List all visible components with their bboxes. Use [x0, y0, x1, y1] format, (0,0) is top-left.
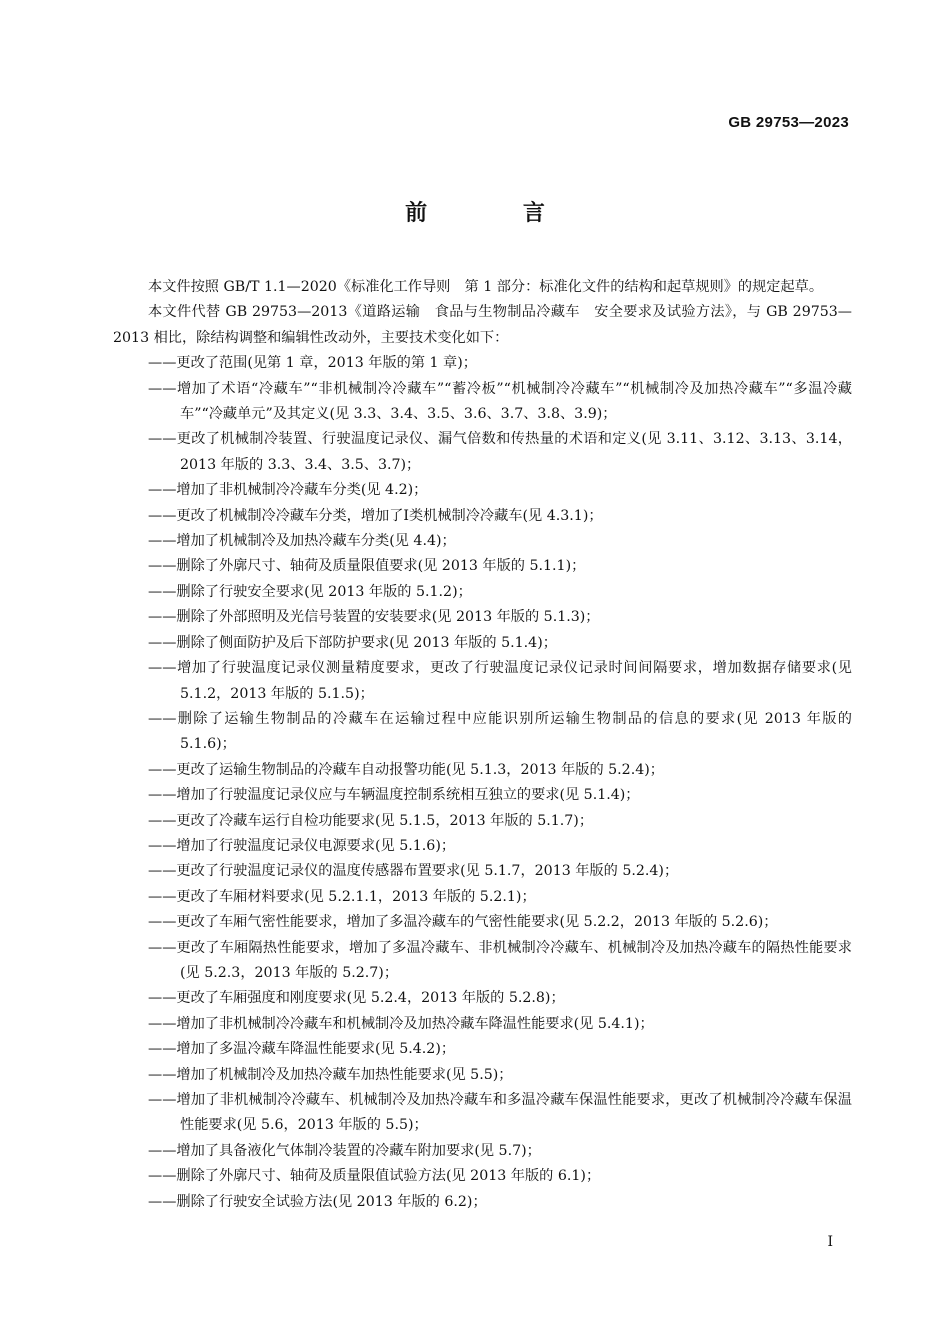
foreword-body	[113, 275, 852, 1215]
change-item: ——增加了行驶温度记录仪电源要求(见 5.1.6)；	[148, 837, 456, 854]
change-item: ——删除了行驶安全要求(见 2013 年版的 5.1.2)；	[148, 583, 472, 600]
change-item: ——删除了外廓尺寸、轴荷及质量限值要求(见 2013 年版的 5.1.1)；	[148, 558, 586, 575]
change-item: ——增加了具备液化气体制冷装置的冷藏车附加要求(见 5.7)；	[148, 1142, 541, 1159]
change-item: ——更改了范围(见第 1 章，2013 年版的第 1 章)；	[148, 355, 477, 372]
change-item: ——增加了非机械制冷冷藏车分类(见 4.2)；	[148, 482, 428, 499]
change-item: ——更改了车厢强度和刚度要求(见 5.2.4，2013 年版的 5.2.8)；	[148, 990, 565, 1007]
change-item: ——更改了冷藏车运行自检功能要求(见 5.1.5，2013 年版的 5.1.7)；	[148, 812, 594, 829]
change-item: ——更改了机械制冷冷藏车分类，增加了Ⅰ类机械制冷冷藏车(见 4.3.1)；	[148, 507, 603, 524]
change-item: ——删除了侧面防护及后下部防护要求(见 2013 年版的 5.1.4)；	[148, 634, 557, 651]
change-item: ——删除了外廓尺寸、轴荷及质量限值试验方法(见 2013 年版的 6.1)；	[148, 1168, 601, 1185]
standard-number: GB 29753—2023	[728, 114, 849, 131]
change-item: ——更改了行驶温度记录仪的温度传感器布置要求(见 5.1.7，2013 年版的 5.2.4)；	[148, 863, 679, 880]
change-item: ——删除了行驶安全试验方法(见 2013 年版的 6.2)；	[148, 1193, 487, 1210]
change-item: ——更改了车厢气密性能要求，增加了多温冷藏车的气密性能要求(见 5.2.2，2013 年版的 5.2.6)；	[148, 914, 778, 931]
change-item: ——增加了机械制冷及加热冷藏车加热性能要求(见 5.5)；	[148, 1066, 513, 1083]
page-number: I	[827, 1234, 833, 1250]
change-item: ——删除了运输生物制品的冷藏车在运输过程中应能识别所运输生物制品的信息的要求(见 2013 年版的 5.1.6)；	[148, 710, 852, 753]
change-item: ——增加了多温冷藏车降温性能要求(见 5.4.2)；	[148, 1041, 456, 1058]
change-item: ——增加了机械制冷及加热冷藏车分类(见 4.4)；	[148, 533, 456, 550]
change-item: ——删除了外部照明及光信号装置的安装要求(见 2013 年版的 5.1.3)；	[148, 609, 600, 626]
paragraph: 本文件按照 GB/T 1.1—2020《标准化工作导则 第 1 部分：标准化文件的结构和起草规则》的规定起草。	[148, 279, 824, 295]
change-item: ——更改了机械制冷装置、行驶温度记录仪、漏气倍数和传热量的术语和定义(见 3.11、3.12、3.13、3.14，2013 年版的 3.3、3.4、3.5、3.7)；	[148, 431, 852, 473]
change-item: ——更改了车厢隔热性能要求，增加了多温冷藏车、非机械制冷冷藏车、机械制冷及加热冷藏车的隔热性能要求(见 5.2.3，2013 年版的 5.2.7)；	[148, 939, 852, 981]
change-item: ——增加了非机械制冷冷藏车和机械制冷及加热冷藏车降温性能要求(见 5.4.1)；	[148, 1015, 654, 1032]
change-item: ——增加了行驶温度记录仪测量精度要求，更改了行驶温度记录仪记录时间间隔要求，增加数据存储要求(见 5.1.2，2013 年版的 5.1.5)；	[148, 660, 852, 702]
change-item: ——增加了非机械制冷冷藏车、机械制冷及加热冷藏车和多温冷藏车保温性能要求，更改了机械制冷冷藏车保温性能要求(见 5.6，2013 年版的 5.5)；	[148, 1092, 852, 1134]
paragraph: 本文件代替 GB 29753—2013《道路运输 食品与生物制品冷藏车 安全要求及试验方法》，与 GB 29753—2013 相比，除结构调整和编辑性改动外，主要技术变化如下：	[113, 304, 852, 346]
change-item: ——增加了行驶温度记录仪应与车辆温度控制系统相互独立的要求(见 5.1.4)；	[148, 787, 640, 804]
change-item: ——更改了运输生物制品的冷藏车自动报警功能(见 5.1.3，2013 年版的 5.2.4)；	[148, 761, 664, 778]
change-item: ——更改了车厢材料要求(见 5.2.1.1，2013 年版的 5.2.1)；	[148, 888, 536, 905]
change-item: ——增加了术语“冷藏车”“非机械制冷冷藏车”“蓄冷板”“机械制冷冷藏车”“机械制冷及加热冷藏车”“多温冷藏车”“冷藏单元”及其定义(见 3.3、3.4、3.5、3.6、3.7、3.8、3.9)；	[148, 380, 852, 423]
changes-list	[148, 351, 852, 1215]
page-title: 前 言	[405, 201, 589, 226]
